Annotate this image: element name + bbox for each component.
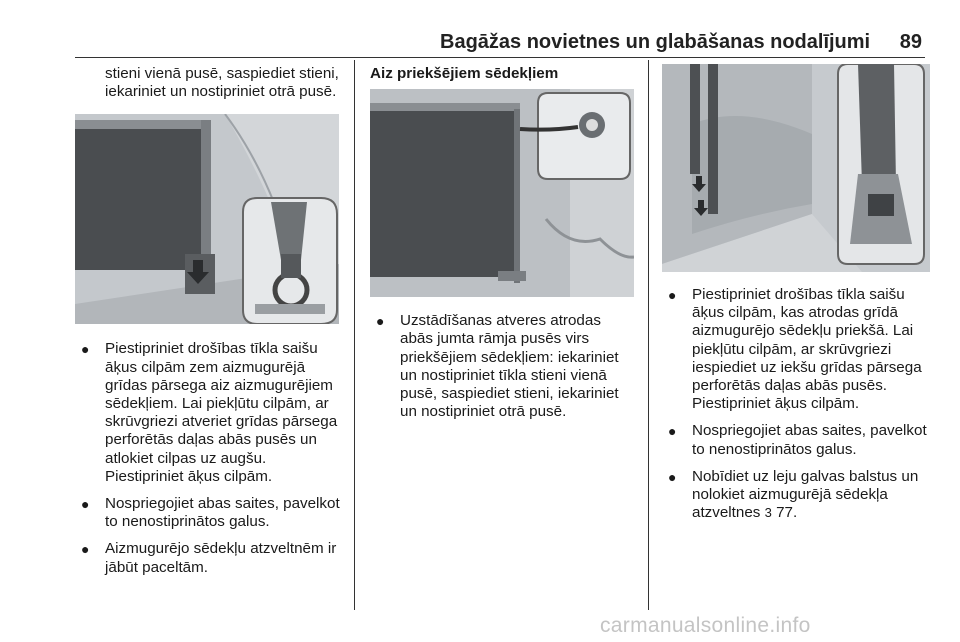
- header-title: Bagāžas novietnes un glabāšanas nodalījumi: [440, 30, 871, 53]
- bullet-icon: ●: [376, 313, 385, 330]
- bullet-icon: ●: [668, 287, 677, 303]
- list-item-text: Nobīdiet uz leju galvas balstus un nolokiet aizmugurējā sēdekļa atzveltnes: [692, 467, 919, 522]
- illustration-rear-floor-hooks-drawing: [75, 114, 339, 324]
- list-item: ● Piestipriniet drošības tīkla saišu āķus cilpām, kas atrodas grīdā aizmugurējo sēdekļu priekšā. Lai piekļūtu cilpām, ar skrūvgriezi iespiediet uz iekšu grīdas pārsega perforētās daļas abās pusēs. Piestipriniet āķus cilpām.: [668, 286, 922, 413]
- list-item: ● Aizmugurējo sēdekļu atzveltnēm ir jābūt paceltām.: [81, 540, 337, 576]
- bullet-icon: ●: [668, 423, 677, 440]
- column-divider-1: [354, 60, 355, 610]
- col3-bullet-list: [662, 286, 930, 522]
- column-3: [662, 62, 930, 522]
- page-reference-link[interactable]: 77.: [776, 504, 798, 522]
- illustration-floor-loops-front: [662, 64, 930, 272]
- bullet-icon: ●: [81, 496, 90, 513]
- col1-bullet-list: [75, 340, 343, 576]
- column-1: [75, 62, 343, 577]
- list-item: ● Piestipriniet drošības tīkla saišu āķus cilpām zem aizmugurējā grīdas pārsega aiz aizmugurējiem sēdekļiem. Lai piekļūtu cilpām, ar skrūvgriezi atveriet grīdas pārsega perforētās daļas abās pusēs un atlokiet cilpas uz augšu. Piestipriniet āķus cilpām.: [81, 340, 338, 485]
- bullet-icon: ●: [81, 341, 90, 358]
- illustration-front-seat-net: [370, 89, 634, 297]
- watermark: carmanualsonline.info: [600, 614, 811, 637]
- list-item: [662, 468, 930, 523]
- intro-paragraph: stieni vienā pusē, saspiediet stieni, iekariniet un nostipriniet otrā pusē.: [105, 65, 339, 101]
- list-item: ● Nospriegojiet abas saites, pavelkot to nenostiprinātos galus.: [668, 422, 927, 458]
- bullet-icon: ●: [81, 541, 90, 558]
- list-item: ● Nospriegojiet abas saites, pavelkot to nenostiprinātos galus.: [81, 495, 340, 531]
- list-item: ● Uzstādīšanas atveres atrodas abās jumta rāmja pusēs virs priekšējiem sēdekļiem: iekariniet un nostipriniet tīkla stieni vienā pusē, saspiediet stieni, iekariniet un nostipriniet otrā pusē.: [376, 312, 619, 421]
- section-title: Aiz priekšējiem sēdekļiem: [370, 65, 559, 82]
- bullet-icon: ●: [668, 468, 677, 485]
- page-header: [440, 30, 922, 54]
- page-number: 89: [899, 30, 922, 53]
- page-reference-icon: 3: [764, 505, 772, 521]
- illustration-rear-floor-hooks: [75, 114, 339, 324]
- column-divider-2: [648, 60, 649, 610]
- header-rule: [75, 57, 925, 58]
- col2-bullet-list: [370, 312, 634, 421]
- illustration-front-seat-net-drawing: [370, 89, 634, 297]
- illustration-floor-loops-front-drawing: [662, 64, 930, 272]
- column-2: [370, 62, 634, 421]
